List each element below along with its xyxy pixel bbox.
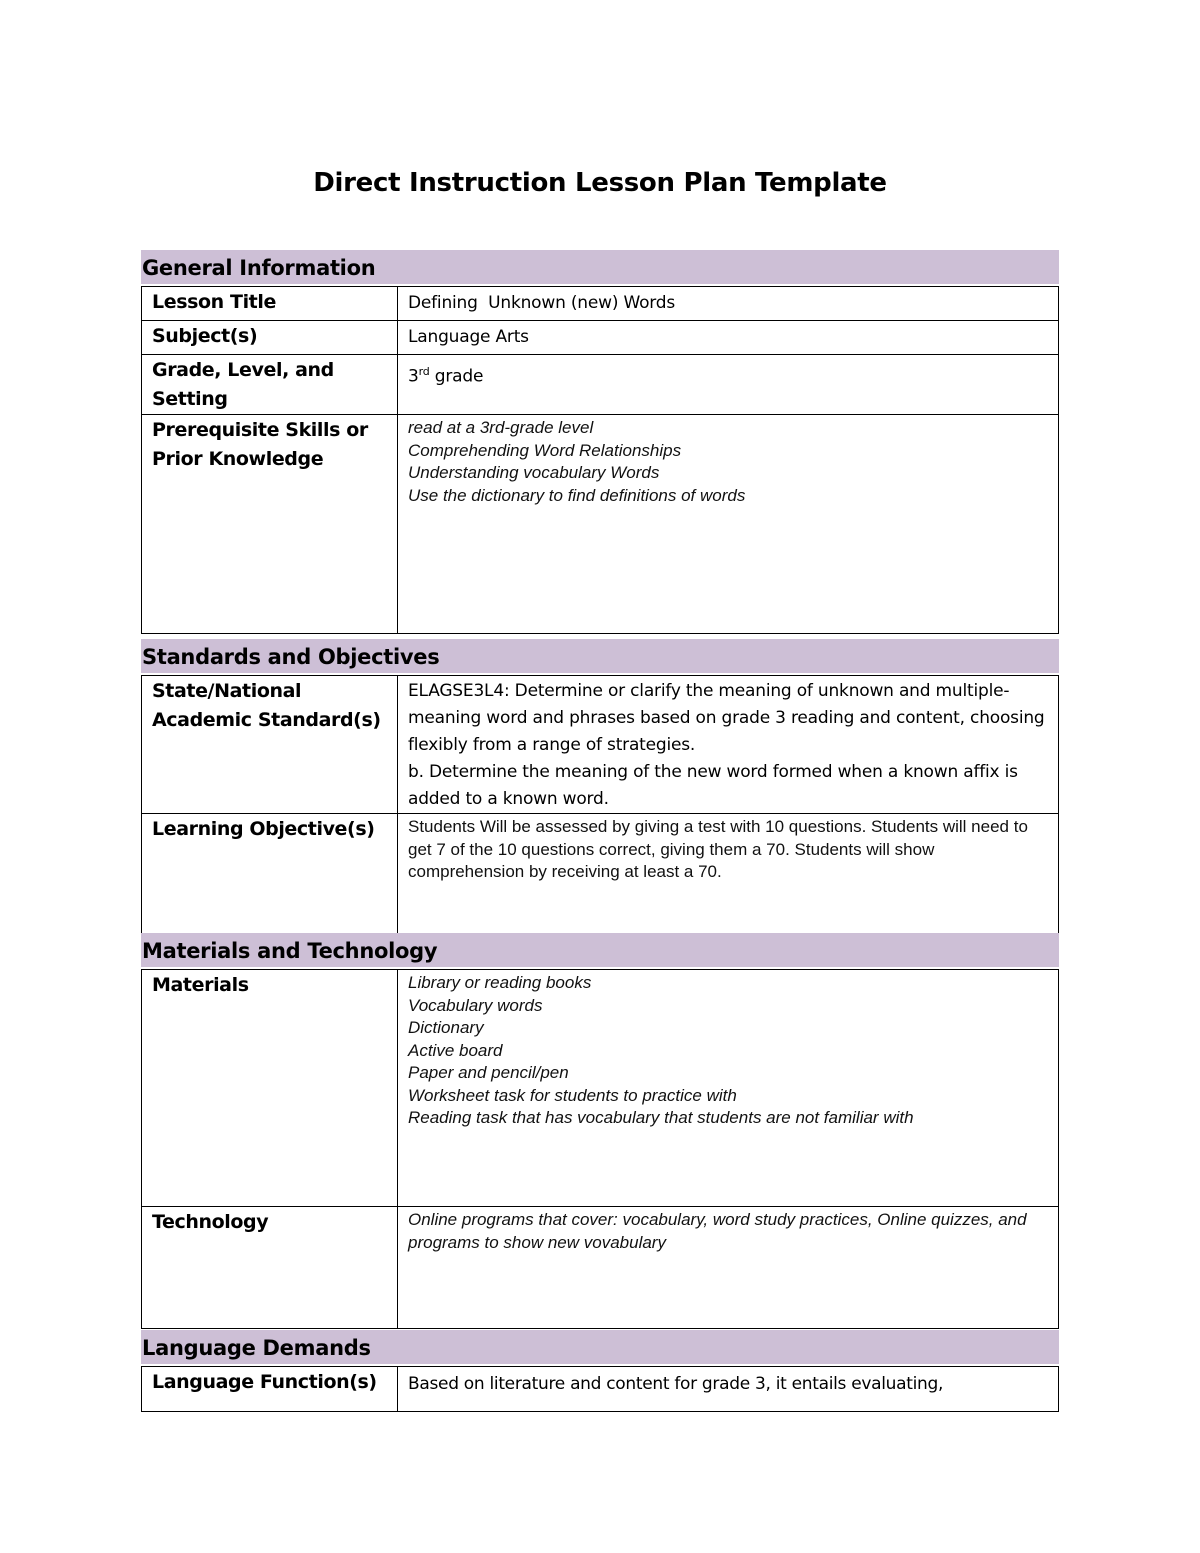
grade-text: grade: [429, 366, 484, 387]
row-label: Lesson Title: [142, 287, 398, 321]
list-item: Comprehending Word Relationships: [408, 440, 682, 460]
row-label: Learning Objective(s): [142, 814, 398, 935]
list-item: Reading task that has vocabulary that students are not familiar with: [408, 1108, 914, 1127]
materials-list: [398, 970, 1059, 1207]
row-label: Materials: [142, 970, 398, 1207]
list-item: Worksheet task for students to practice with: [408, 1085, 737, 1105]
table-row: [142, 970, 1059, 1207]
state-standard-value: [398, 676, 1059, 814]
document-title: Direct Instruction Lesson Plan Template: [313, 168, 887, 198]
list-item: Library or reading books: [408, 973, 592, 992]
list-item: read at a 3rd-grade level: [408, 418, 594, 437]
table-row: [142, 1367, 1059, 1412]
table-row: [142, 415, 1059, 634]
table-row: [142, 676, 1059, 814]
row-label: Subject(s): [142, 321, 398, 355]
list-item: Understanding vocabulary Words: [408, 463, 660, 482]
section-header: Materials and Technology: [141, 933, 1059, 967]
learning-objective-value: Students Will be assessed by giving a test with 10 questions. Students will need to get 7 of the 10 questions correct, giving them a 70. Students will show comprehension by receiving at least a 70.: [398, 814, 1059, 935]
section-header: Language Demands: [141, 1330, 1059, 1364]
table-row: [142, 1207, 1059, 1329]
section-header: Standards and Objectives: [141, 639, 1059, 673]
section-standards-objectives: [141, 639, 1059, 935]
row-label: Language Function(s): [142, 1367, 398, 1412]
list-item: Use the dictionary to find definitions of words: [408, 485, 746, 505]
grade-value: [398, 355, 1059, 415]
subjects-value: Language Arts: [398, 321, 1059, 355]
table-row: [142, 287, 1059, 321]
list-item: Paper and pencil/pen: [408, 1063, 569, 1082]
section-materials-technology: [141, 933, 1059, 1329]
section-header: General Information: [141, 250, 1059, 284]
row-label: Grade, Level, and Setting: [142, 355, 398, 415]
lesson-title-value: Defining Unknown (new) Words: [398, 287, 1059, 321]
standard-text-a: ELAGSE3L4: Determine or clarify the meaning of unknown and multiple-meaning word and phrases based on grade 3 reading and content, choosing flexibly from a range of strategies.: [408, 681, 1045, 755]
standards-table: [141, 675, 1059, 935]
language-table: [141, 1366, 1059, 1412]
list-item: Dictionary: [408, 1018, 484, 1037]
list-item: Active board: [408, 1040, 503, 1060]
language-function-value: Based on literature and content for grade 3, it entails evaluating,: [398, 1367, 1059, 1412]
list-item: Vocabulary words: [408, 995, 543, 1015]
table-row: [142, 814, 1059, 935]
general-information-table: [141, 286, 1059, 634]
prerequisite-list: [398, 415, 1059, 634]
grade-number: 3: [408, 366, 419, 387]
row-label: Technology: [142, 1207, 398, 1329]
row-label: Prerequisite Skills or Prior Knowledge: [142, 415, 398, 634]
grade-suffix: rd: [418, 365, 430, 378]
table-row: [142, 321, 1059, 355]
row-label: State/National Academic Standard(s): [142, 676, 398, 814]
materials-table: [141, 969, 1059, 1329]
table-row: [142, 355, 1059, 415]
section-general-information: [141, 250, 1059, 634]
section-language-demands: [141, 1330, 1059, 1412]
technology-value: Online programs that cover: vocabulary, word study practices, Online quizzes, and programs to show new vovabulary: [398, 1207, 1059, 1329]
standard-text-b: b. Determine the meaning of the new word formed when a known affix is added to a known word.: [408, 762, 1018, 809]
